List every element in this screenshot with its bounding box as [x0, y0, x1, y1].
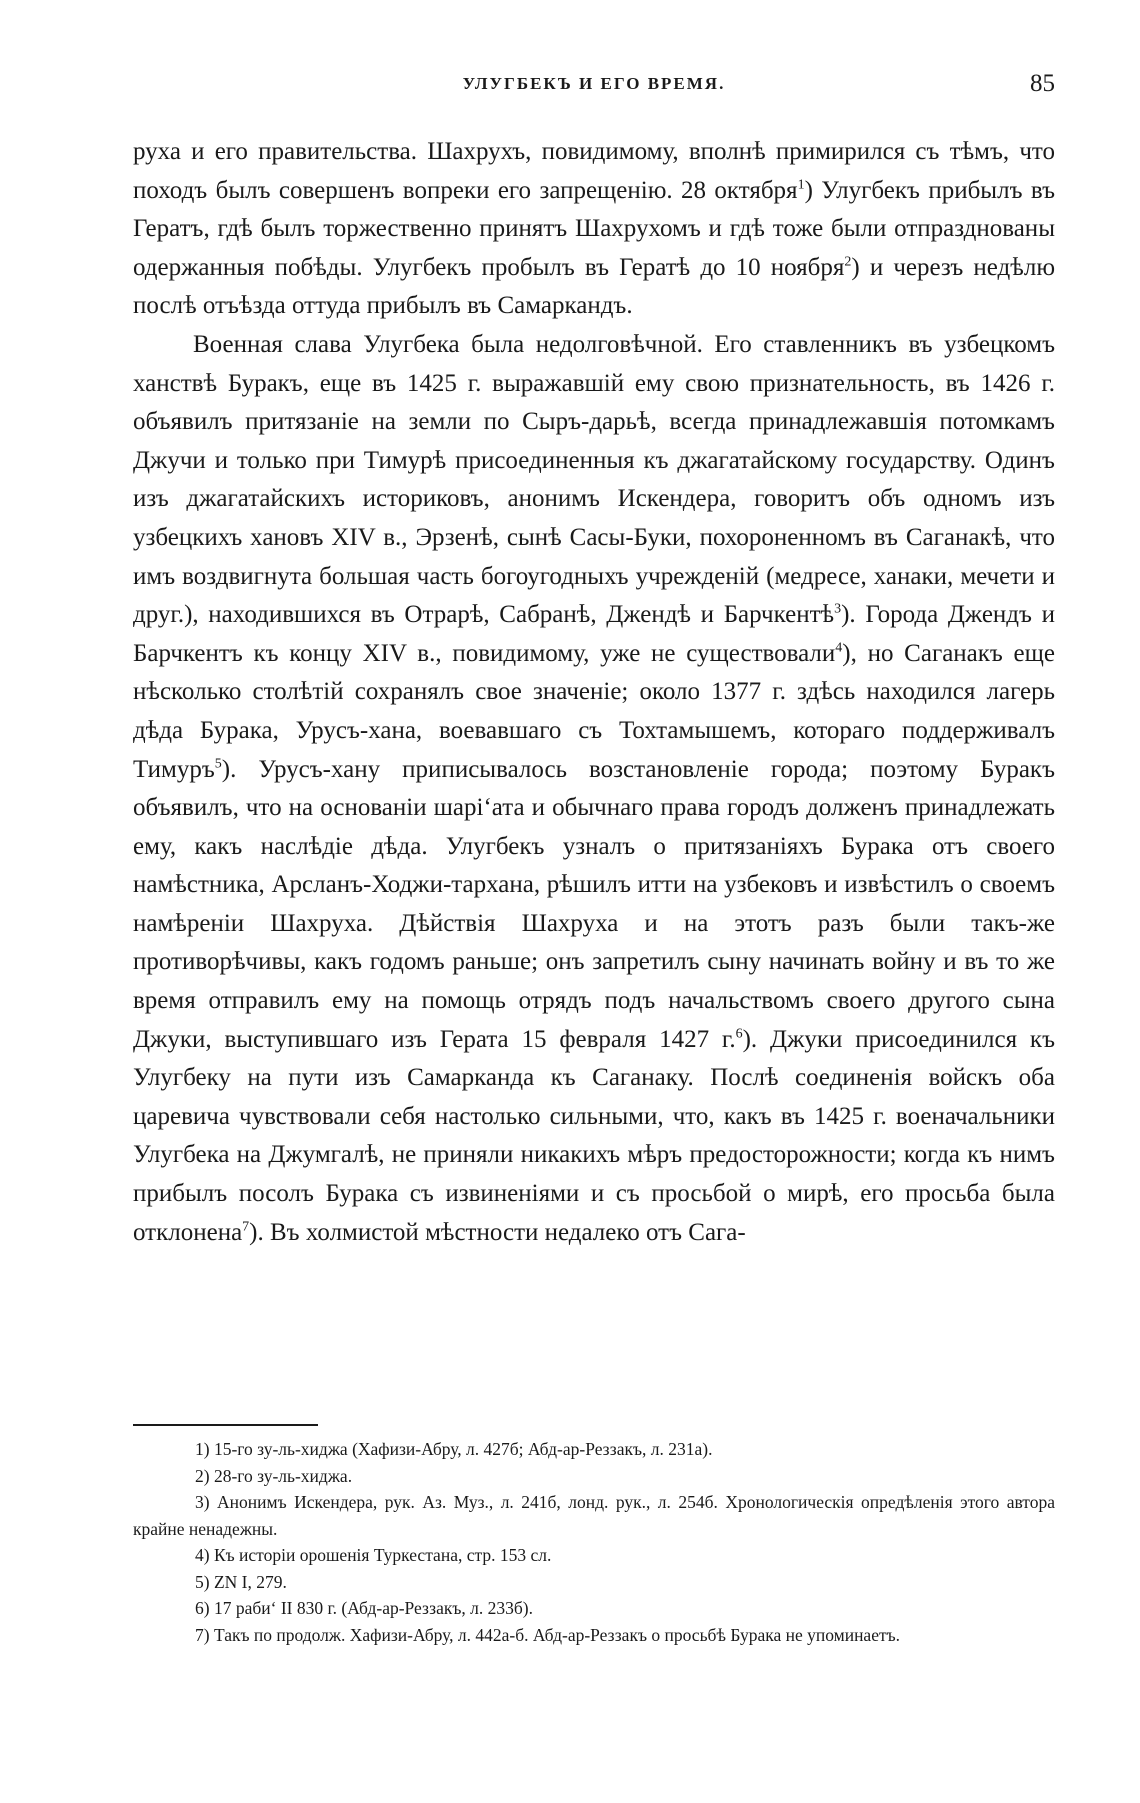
footnote-ref: 5 — [214, 756, 222, 772]
text-run: ), но Саганакъ еще нѣсколько столѣтій сохранялъ свое значеніе; около 1377 г. здѣсь находился лагерь дѣда Бурака, Урусъ-хана, воевавшаго съ Тохтамышемъ, котораго поддерживалъ Тимуръ — [133, 639, 1055, 783]
footnote-2: 2) 28-го зу-ль-хиджа. — [195, 1465, 353, 1486]
main-text — [133, 133, 1055, 1252]
text-run: ). Урусъ-хану приписывалось возстановленіе города; поэтому Буракъ объявилъ, что на основаніи шаріʻата и обычнаго права городъ долженъ принадлежать ему, какъ наслѣдіе дѣда. Улугбекъ узналъ о притязаніяхъ Бурака отъ своего намѣстника, Арсланъ-Ходжи-тархана, рѣшилъ итти на узбековъ и извѣстилъ о своемъ намѣреніи Шахруха. Дѣйствія Шахруха и на этотъ разъ были такъ-же противорѣчивы, какъ годомъ раньше; онъ запретилъ сыну начинать войну и въ то же время отправилъ ему на помощь отрядъ подъ начальствомъ своего другого сына Джуки, выступившаго изъ Герата 15 февраля 1427 г. — [133, 755, 1055, 1053]
footnote-3: 3) Анонимъ Искендера, рук. Аз. Муз., л. 241б, лонд. рук., л. 254б. Хронологическія опредѣленія этого автора крайне ненадежны. — [133, 1492, 1055, 1539]
footnote-separator — [133, 1424, 318, 1426]
footnote-ref: 7 — [242, 1219, 250, 1235]
text-run: ) и черезъ недѣлю послѣ отъѣзда оттуда прибылъ въ Самаркандъ. — [133, 253, 1055, 320]
text-run: ). Города Джендъ и Барчкентъ къ концу XIV в., повидимому, уже не существовали — [133, 601, 1055, 667]
text-run: ). Въ холмистой мѣстности недалеко отъ Сага- — [249, 1218, 746, 1246]
footnote-1: 1) 15-го зу-ль-хиджа (Хафизи-Абру, л. 427б; Абд-ар-Реззакъ, л. 231а). — [195, 1439, 713, 1459]
footnote-ref: 1 — [797, 177, 805, 193]
text-run: ). Джуки присоединился къ Улугбеку на пути изъ Самарканда къ Саганаку. Послѣ соединенія войскъ оба царевича чувствовали себя настолько сильными, что, какъ въ 1425 г. военачальники Улугбека на Джумгалѣ, не приняли никакихъ мѣръ предосторожности; когда къ нимъ прибылъ посолъ Бурака съ извиненіями и съ просьбой о мирѣ, его просьба была отклонена — [133, 1025, 1055, 1246]
running-head — [133, 70, 1055, 106]
paragraph-1 — [133, 133, 1055, 326]
footnote-4: 4) Къ исторіи орошенія Туркестана, стр. 153 сл. — [195, 1545, 552, 1565]
text-run: Военная слава Улугбека была недолговѣчной. Его ставленникъ въ узбецкомъ ханствѣ Буракъ, еще въ 1425 г. выражавшій ему свою признательность, въ 1426 г. объявилъ притязаніе на земли по Сыръ-дарьѣ, всегда принадлежавшія потомкамъ Джучи и только при Тимурѣ присоединенныя къ джагатайскому государству. Одинъ изъ джагатайскихъ историковъ, анонимъ Искендера, говоритъ объ одномъ изъ узбецкихъ хановъ XIV в., Эрзенѣ, сынѣ Сасы-Буки, похороненномъ въ Саганакѣ, что имъ воздвигнута большая часть богоугодныхъ учрежденій (медресе, ханаки, мечети и друг.), находившихся въ Отрарѣ, Сабранѣ, Джендѣ и Барчкентѣ — [133, 330, 1055, 629]
footnote-7: 7) Такъ по продолж. Хафизи-Абру, л. 442а-б. Абд-ар-Реззакъ о просьбѣ Бурака не упоминаетъ. — [195, 1624, 901, 1645]
footnote-ref: 3 — [834, 601, 842, 617]
footnote-6: 6) 17 рабиʻ II 830 г. (Абд-ар-Реззакъ, л. 233б). — [195, 1598, 533, 1618]
page-number: 85 — [1030, 70, 1055, 97]
paragraph-2 — [133, 326, 1055, 1252]
footnote-ref: 2 — [844, 254, 852, 270]
footnote-ref: 6 — [735, 1026, 743, 1042]
footnote-ref: 4 — [835, 640, 843, 656]
footnote-5: 5) ZN I, 279. — [195, 1571, 287, 1592]
footnotes — [133, 1436, 1055, 1648]
text-run: руха и его правительства. Шахрухъ, повидимому, вполнѣ примирился съ тѣмъ, что походъ былъ совершенъ вопреки его запрещенію. 28 октября — [133, 138, 1055, 204]
text-run: ) Улугбекъ прибылъ въ Гератъ, гдѣ былъ торжественно принятъ Шахрухомъ и гдѣ тоже были отпразднованы одержанныя побѣды. Улугбекъ пробылъ въ Гератѣ до 10 ноября — [133, 176, 1056, 281]
running-title: УЛУГБЕКЪ И ЕГО ВРЕМЯ. — [462, 74, 726, 93]
